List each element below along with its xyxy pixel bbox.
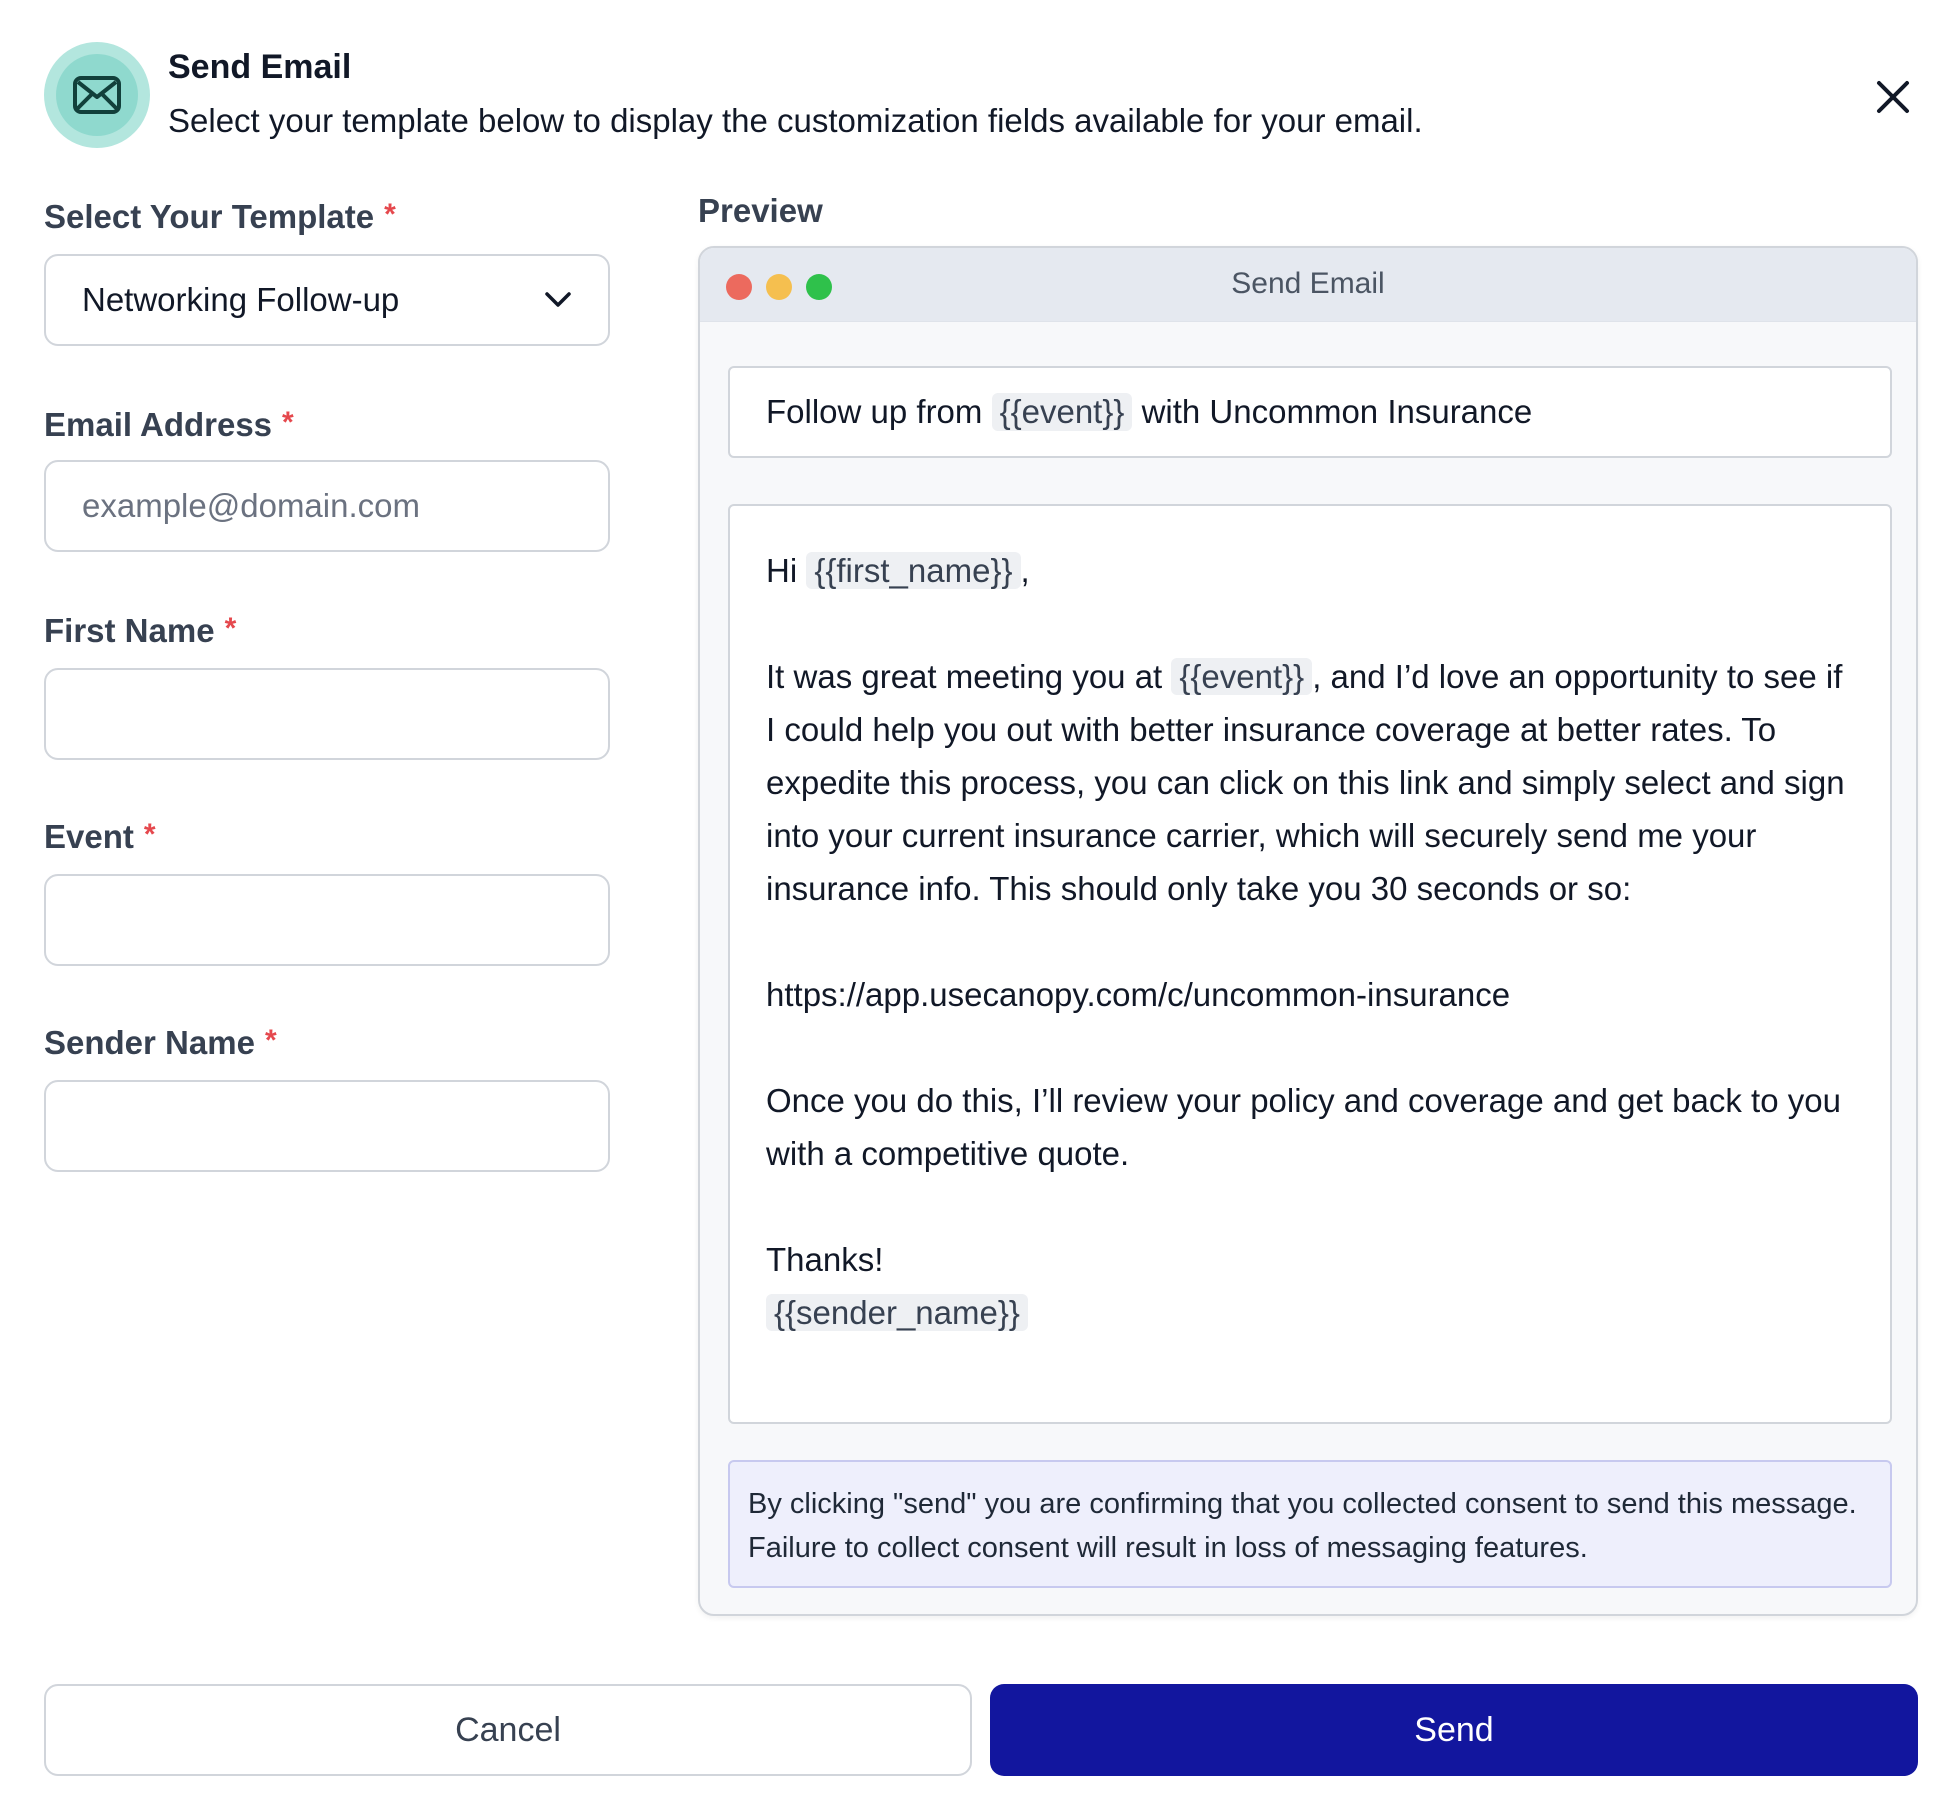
preview-label: Preview bbox=[698, 192, 823, 229]
required-mark: * bbox=[384, 198, 396, 231]
email-label bbox=[44, 406, 294, 444]
body-greeting bbox=[766, 544, 1854, 597]
template-select-value: Networking Follow-up bbox=[82, 281, 400, 318]
required-mark: * bbox=[224, 612, 237, 645]
greeting-variable-first-name: {{first_name}} bbox=[806, 552, 1020, 589]
sender-name-field[interactable] bbox=[44, 1080, 610, 1172]
required-mark: * bbox=[143, 818, 156, 851]
first-name-field[interactable] bbox=[44, 668, 610, 760]
envelope-icon bbox=[72, 75, 122, 115]
body-signoff: Thanks! bbox=[766, 1241, 884, 1278]
preview-titlebar bbox=[700, 248, 1916, 322]
close-button[interactable] bbox=[1868, 72, 1918, 122]
preview-window-title: Send Email bbox=[1231, 267, 1385, 300]
sender-name-label bbox=[44, 1024, 277, 1062]
subject-variable-event: {{event}} bbox=[992, 393, 1133, 431]
preview-window bbox=[698, 246, 1918, 1616]
subject-text-pre: Follow up from bbox=[766, 393, 983, 430]
para1-text-post: , and I’d love an opportunity to see if I could help you out with better insurance coverage at better rates. To expedite this process, you can click on this link and simply select and sign into your current insurance carrier, which will securely send me your insurance info. This should only take you 30 seconds or so: bbox=[766, 658, 1845, 907]
event-label-text: Event bbox=[44, 818, 134, 855]
send-button[interactable]: Send bbox=[990, 1684, 1918, 1776]
page-subtitle: Select your template below to display the customization fields available for your email. bbox=[168, 102, 1423, 139]
first-name-label bbox=[44, 612, 236, 650]
email-field[interactable] bbox=[44, 460, 610, 552]
email-subject-preview bbox=[728, 366, 1892, 458]
template-label-text: Select Your Template bbox=[44, 198, 375, 235]
greeting-punct: , bbox=[1020, 552, 1030, 589]
header-icon-badge bbox=[44, 42, 150, 148]
email-label-text: Email Address bbox=[44, 406, 273, 443]
consent-notice: By clicking "send" you are confirming that you collected consent to send this message. Failure to collect consent will result in loss of messaging features. bbox=[728, 1460, 1892, 1588]
body-paragraph-2: Once you do this, I’ll review your policy and coverage and get back to you with a competitive quote. bbox=[766, 1082, 1841, 1172]
required-mark: * bbox=[282, 406, 294, 439]
email-body-preview bbox=[728, 504, 1892, 1424]
event-field[interactable] bbox=[44, 874, 610, 966]
event-label bbox=[44, 818, 156, 856]
body-link: https://app.usecanopy.com/c/uncommon-insurance bbox=[766, 976, 1511, 1013]
greeting-text: Hi bbox=[766, 552, 798, 589]
para1-text-pre: It was great meeting you at bbox=[766, 658, 1163, 695]
header-icon-inner bbox=[56, 54, 138, 136]
chevron-down-icon bbox=[544, 291, 572, 309]
sender-name-label-text: Sender Name bbox=[44, 1024, 255, 1061]
signature-variable-sender-name: {{sender_name}} bbox=[766, 1294, 1028, 1331]
subject-text-post: with Uncommon Insurance bbox=[1141, 393, 1533, 430]
template-select[interactable] bbox=[44, 254, 610, 346]
close-icon bbox=[1876, 80, 1910, 114]
body-paragraph-1 bbox=[766, 650, 1854, 915]
required-mark: * bbox=[264, 1024, 277, 1057]
first-name-label-text: First Name bbox=[44, 612, 215, 649]
para1-variable-event: {{event}} bbox=[1171, 658, 1312, 695]
body-signature bbox=[766, 1286, 1854, 1339]
cancel-button[interactable]: Cancel bbox=[44, 1684, 972, 1776]
page-title: Send Email bbox=[168, 48, 352, 86]
template-label bbox=[44, 198, 396, 236]
email-field-placeholder: example@domain.com bbox=[82, 487, 420, 524]
